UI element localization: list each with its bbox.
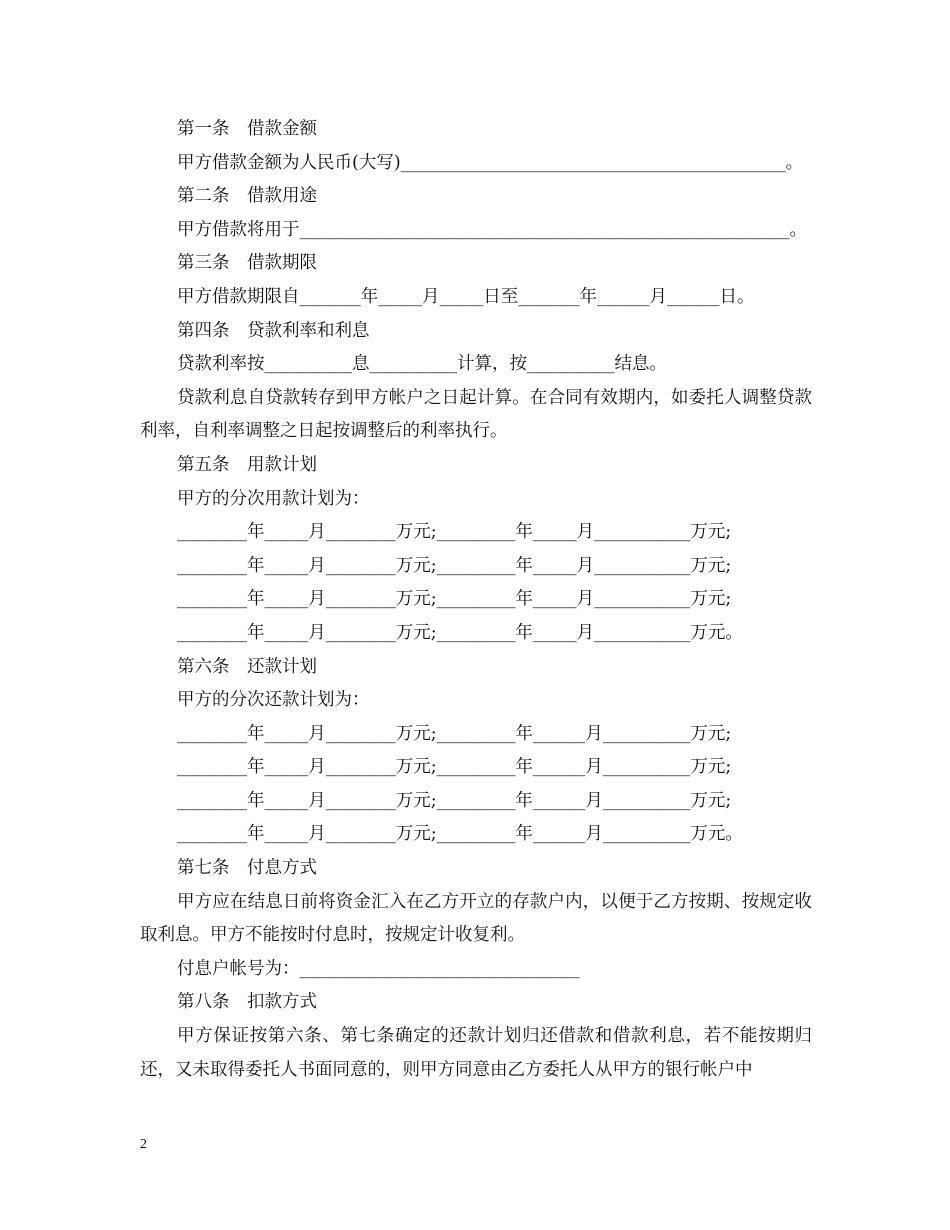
article-5-row: ________年_____月________万元;_________年_____月___________万元; bbox=[177, 589, 732, 610]
article-1-body: 甲方借款金额为人民币(大写)____________________________________________。 bbox=[177, 152, 804, 173]
article-6-row: ________年_____月________万元;_________年______月__________万元; bbox=[177, 757, 732, 778]
article-6-intro: 甲方的分次还款计划为： bbox=[177, 690, 370, 711]
document-body bbox=[140, 113, 812, 1087]
article-1-heading: 第一条 借款金额 bbox=[177, 119, 317, 139]
article-2-body: 甲方借款将用于________________________________________________________。 bbox=[177, 219, 807, 240]
article-5-intro: 甲方的分次用款计划为： bbox=[177, 488, 370, 509]
article-6-row: ________年_____月________万元;_________年______月__________万元; bbox=[177, 790, 732, 811]
article-5-row: ________年_____月________万元;_________年_____月___________万元; bbox=[177, 522, 732, 543]
article-3-heading: 第三条 借款期限 bbox=[177, 253, 317, 274]
article-4-interest-paragraph: 贷款利息自贷款转存到甲方帐户之日起计算。在合同有效期内，如委托人调整贷款利率，自利率调整之日起按调整后的利率执行。 bbox=[140, 387, 812, 442]
article-7-paragraph: 甲方应在结息日前将资金汇入在乙方开立的存款户内，以便于乙方按期、按规定收取利息。甲方不能按时付息时，按规定计收复利。 bbox=[140, 891, 812, 946]
article-4-body: 贷款利率按__________息__________计算，按__________结息。 bbox=[177, 354, 667, 375]
article-6-heading: 第六条 还款计划 bbox=[177, 656, 317, 677]
article-7-account-line: 付息户帐号为：________________________________ bbox=[177, 958, 580, 979]
article-6-row: ________年_____月________万元;_________年______月__________万元; bbox=[177, 723, 732, 744]
article-2-heading: 第二条 借款用途 bbox=[177, 186, 317, 207]
article-3-body: 甲方借款期限自_______年_____月_____日至_______年______月______日。 bbox=[177, 286, 755, 307]
page-number: 2 bbox=[140, 1137, 147, 1152]
article-8-heading: 第八条 扣款方式 bbox=[177, 992, 317, 1013]
article-7-heading: 第七条 付息方式 bbox=[177, 858, 317, 879]
article-5-row: ________年_____月________万元;_________年_____月___________万元; bbox=[177, 555, 732, 576]
article-5-heading: 第五条 用款计划 bbox=[177, 454, 317, 475]
article-5-row: ________年_____月________万元;_________年_____月___________万元。 bbox=[177, 622, 743, 643]
article-6-row: ________年_____月________万元;_________年______月__________万元。 bbox=[177, 824, 743, 845]
article-4-heading: 第四条 贷款利率和利息 bbox=[177, 320, 370, 341]
article-8-paragraph: 甲方保证按第六条、第七条确定的还款计划归还借款和借款利息，若不能按期归还，又未取得委托人书面同意的，则甲方同意由乙方委托人从甲方的银行帐户中 bbox=[140, 1026, 812, 1080]
